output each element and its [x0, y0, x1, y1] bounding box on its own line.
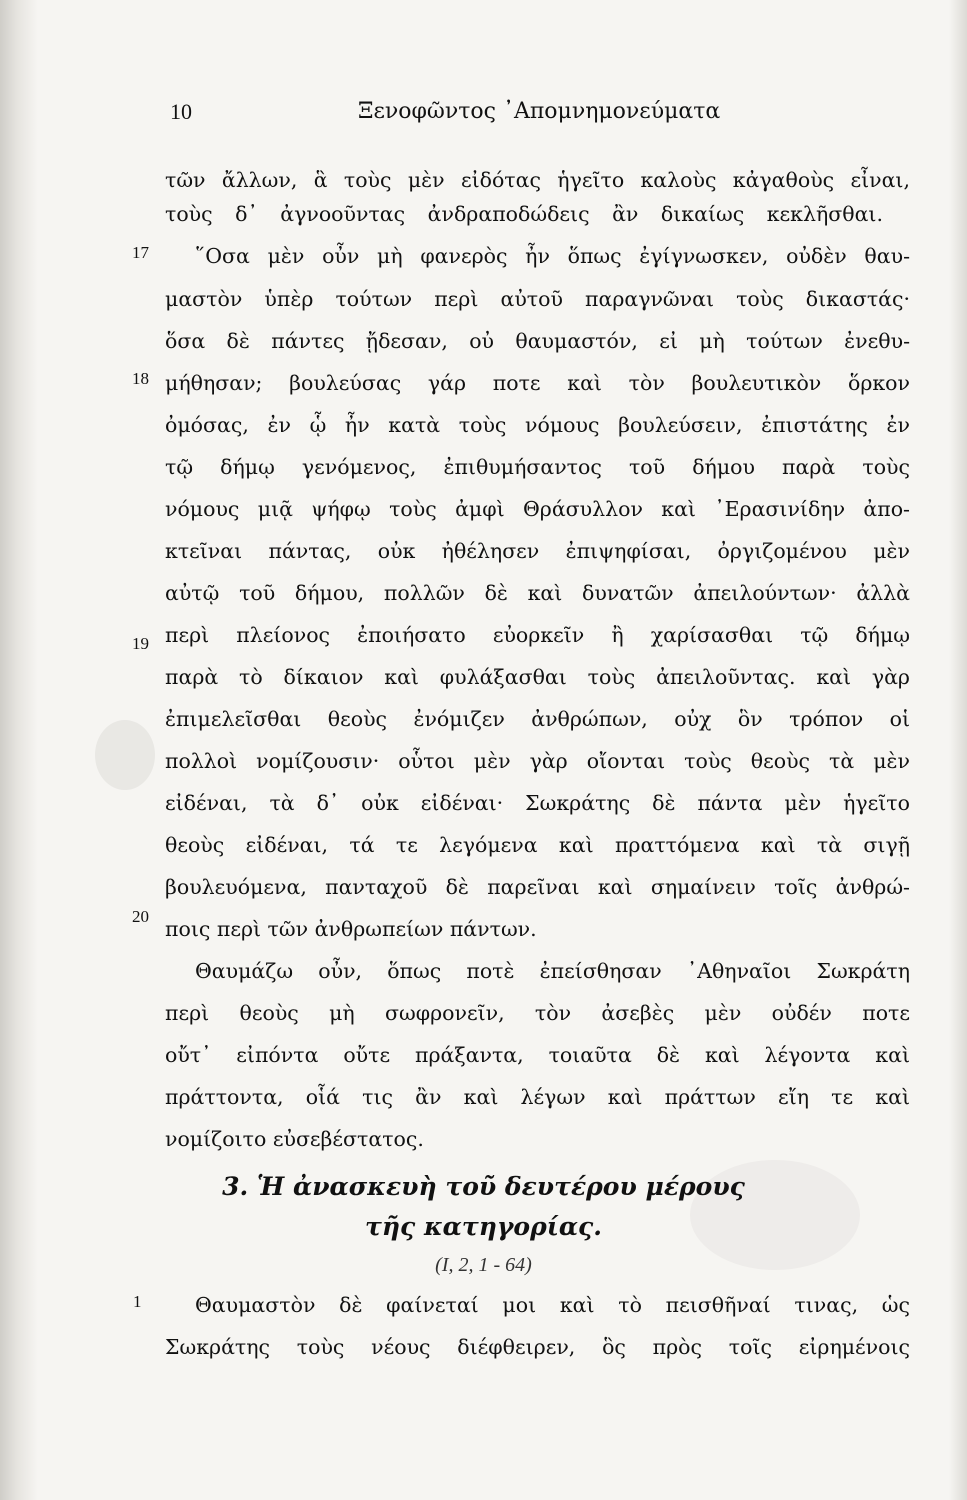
- text-line: ποις περὶ τῶν ἀνθρωπείων πάντων.: [165, 917, 537, 941]
- section-number-17: 17: [132, 243, 149, 262]
- text-line: ὀμόσας, ἐν ᾧ ἦν κατὰ τοὺς νόμους βουλεύσειν, ἐπιστάτης ἐν: [165, 413, 910, 437]
- section-number-19: 19: [132, 634, 149, 653]
- text-line: Σωκράτης τοὺς νέους διέφθειρεν, ὃς πρὸς τοῖς εἰρημένοις: [165, 1335, 910, 1359]
- text-line: πράττοντα, οἷά τις ἂν καὶ λέγων καὶ πράττων εἴη τε καὶ: [165, 1085, 910, 1109]
- running-title: Ξενοφῶντος ᾿Απομνημονεύματα: [358, 99, 721, 124]
- text-line: περὶ πλείονος ἐποιήσατο εὐορκεῖν ἢ χαρίσασθαι τῷ δήμῳ: [165, 623, 910, 647]
- page-header: [170, 97, 730, 133]
- text-line: μαστὸν ὑπὲρ τούτων περὶ αὐτοῦ παραγνῶναι τοὺς δικαστάς·: [165, 287, 910, 311]
- text-line: ὅσα δὲ πάντες ᾔδεσαν, οὐ θαυμαστόν, εἰ μὴ τούτων ἐνεθυ-: [165, 329, 910, 353]
- section-number-1: 1: [133, 1292, 142, 1311]
- text-line: περὶ θεοὺς μὴ σωφρονεῖν, τὸν ἀσεβὲς μὲν οὐδέν ποτε: [165, 1001, 910, 1025]
- section-heading-continued: τῆς κατηγορίας.: [365, 1212, 602, 1241]
- section-reference: (I, 2, 1 - 64): [435, 1254, 532, 1276]
- text-line: τοὺς δ᾿ ἀγνοοῦντας ἀνδραποδώδεις ἂν δικαίως κεκλῆσθαι.: [165, 202, 883, 226]
- text-line: παρὰ τὸ δίκαιον καὶ φυλάξασθαι τοὺς ἀπειλοῦντας. καὶ γὰρ: [165, 665, 910, 689]
- text-line: θεοὺς εἰδέναι, τά τε λεγόμενα καὶ πραττόμενα καὶ τὰ σιγῇ: [165, 833, 910, 857]
- section-heading: 3. Ἡ ἀνασκευὴ τοῦ δευτέρου μέρους: [222, 1172, 745, 1201]
- text-line: ῞Οσα μὲν οὖν μὴ φανερὸς ἦν ὅπως ἐγίγνωσκεν, οὐδὲν θαυ-: [195, 244, 910, 268]
- text-line: κτεῖναι πάντας, οὐκ ἠθέλησεν ἐπιψηφίσαι, ὀργιζομένου μὲν: [165, 539, 910, 563]
- text-line: ἐπιμελεῖσθαι θεοὺς ἐνόμιζεν ἀνθρώπων, οὐχ ὃν τρόπον οἱ: [165, 707, 910, 731]
- text-line: πολλοὶ νομίζουσιν· οὗτοι μὲν γὰρ οἴονται τοὺς θεοὺς τὰ μὲν: [165, 749, 910, 773]
- paper-stain: [95, 720, 155, 790]
- text-line: εἰδέναι, τὰ δ᾿ οὐκ εἰδέναι· Σωκράτης δὲ πάντα μὲν ἡγεῖτο: [165, 791, 910, 815]
- section-number-18: 18: [132, 369, 149, 388]
- text-line: οὔτ᾿ εἰπόντα οὔτε πράξαντα, τοιαῦτα δὲ καὶ λέγοντα καὶ: [165, 1043, 910, 1067]
- text-line: τῷ δήμῳ γενόμενος, ἐπιθυμήσαντος τοῦ δήμου παρὰ τοὺς: [165, 455, 910, 479]
- text-line: αὐτῷ τοῦ δήμου, πολλῶν δὲ καὶ δυνατῶν ἀπειλούντων· ἀλλὰ: [165, 581, 910, 605]
- text-line: τῶν ἄλλων, ἃ τοὺς μὲν εἰδότας ἡγεῖτο καλοὺς κἀγαθοὺς εἶναι,: [165, 168, 910, 192]
- section-number-20: 20: [132, 907, 149, 926]
- text-line: νομίζοιτο εὐσεβέστατος.: [165, 1127, 424, 1151]
- text-line: μήθησαν; βουλεύσας γάρ ποτε καὶ τὸν βουλευτικὸν ὅρκον: [165, 371, 910, 395]
- page-number: 10: [170, 99, 192, 124]
- text-line: νόμους μιᾷ ψήφῳ τοὺς ἀμφὶ Θράσυλλον καὶ ᾿Ερασινίδην ἀπο-: [165, 497, 910, 521]
- text-line: Θαυμαστὸν δὲ φαίνεταί μοι καὶ τὸ πεισθῆναί τινας, ὡς: [195, 1293, 910, 1317]
- text-line: βουλευόμενα, πανταχοῦ δὲ παρεῖναι καὶ σημαίνειν τοῖς ἀνθρώ-: [165, 875, 910, 899]
- text-line: Θαυμάζω οὖν, ὅπως ποτὲ ἐπείσθησαν ᾿Αθηναῖοι Σωκράτη: [195, 959, 910, 983]
